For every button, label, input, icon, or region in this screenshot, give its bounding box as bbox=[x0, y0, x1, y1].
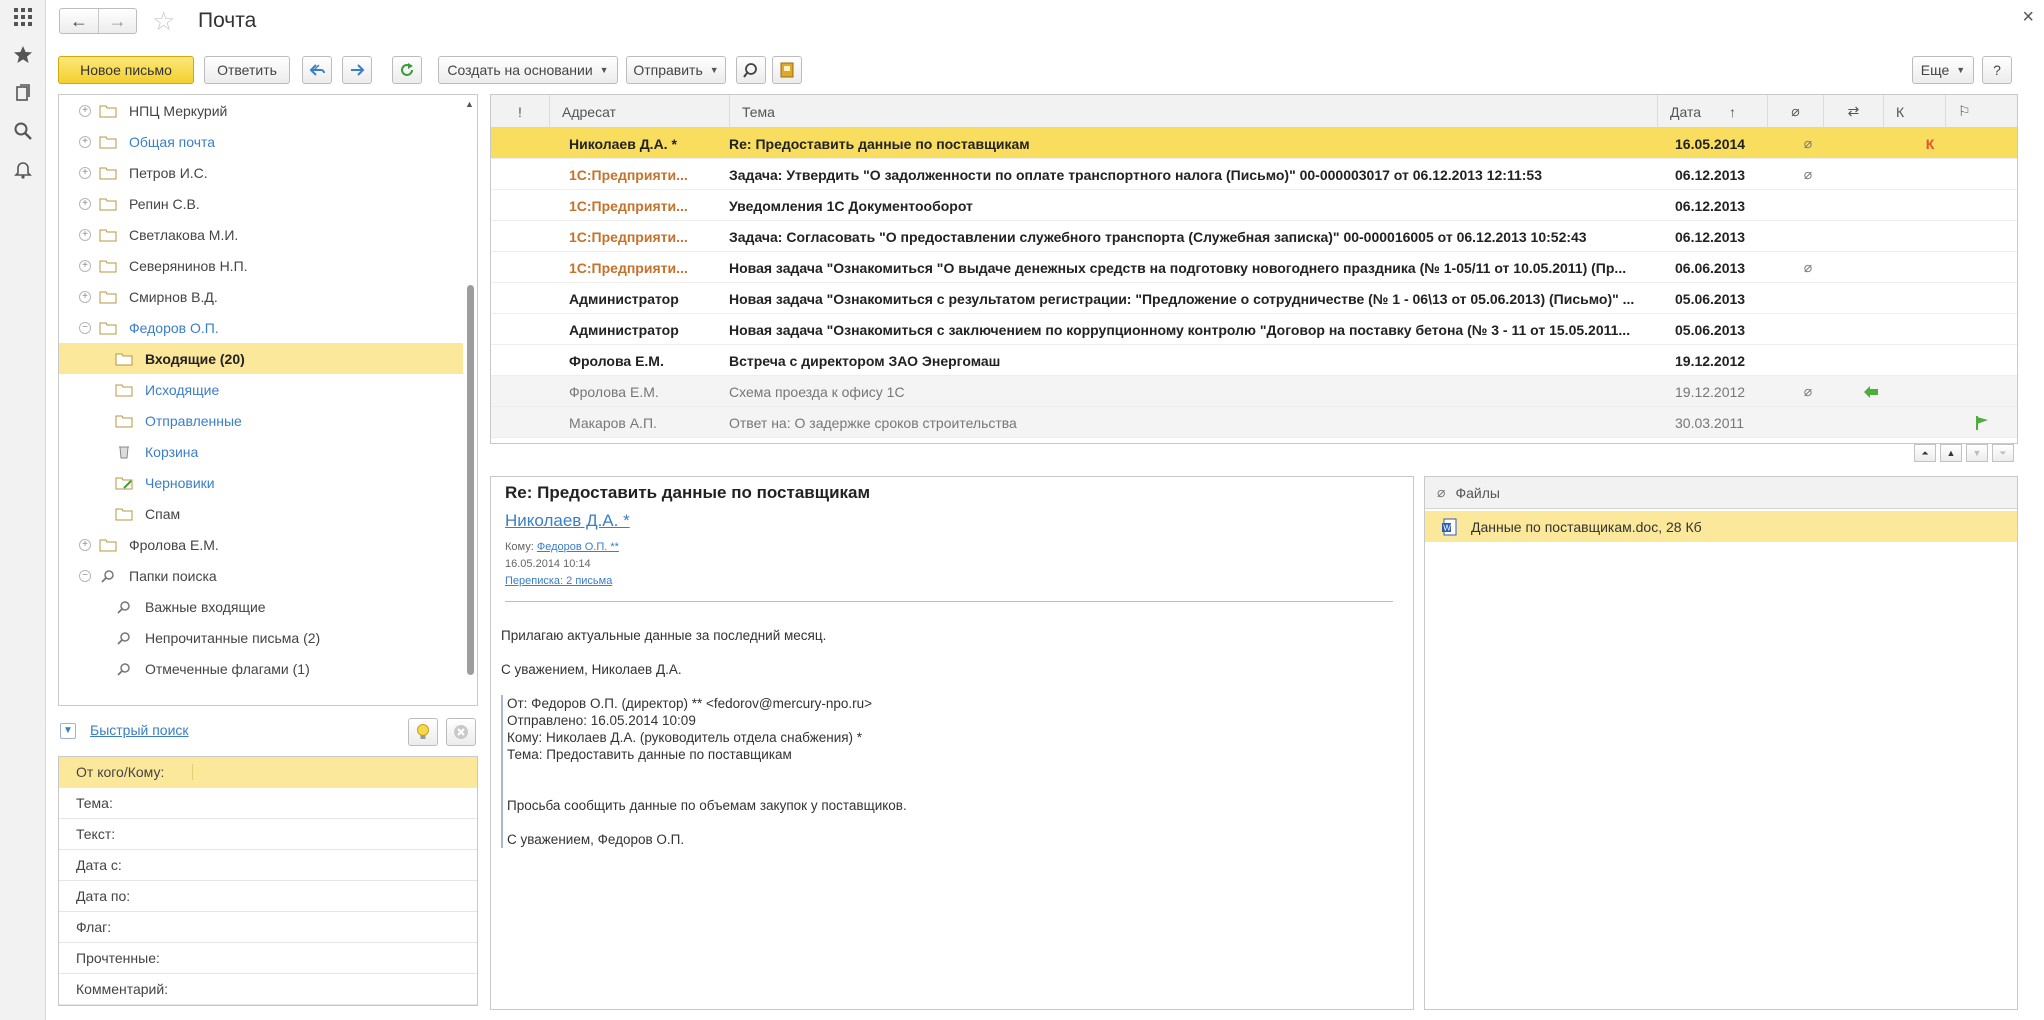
date-column-label: Дата bbox=[1670, 103, 1702, 120]
tree-item[interactable] bbox=[59, 498, 463, 529]
paperclip-icon: ⌀ bbox=[1437, 484, 1446, 500]
quick-search-link[interactable]: Быстрый поиск bbox=[90, 722, 189, 738]
quote-sign: С уважением, Федоров О.П. bbox=[507, 832, 685, 847]
address-book-icon[interactable] bbox=[772, 56, 802, 84]
tree-item[interactable] bbox=[59, 560, 463, 591]
mail-date: 16.05.2014 bbox=[1675, 135, 1746, 152]
search-folder-icon bbox=[115, 631, 133, 645]
notifications-bell-icon[interactable] bbox=[8, 154, 38, 184]
tree-item-label: Непрочитанные письма (2) bbox=[145, 629, 321, 646]
toolbar bbox=[46, 52, 2044, 84]
message-preview bbox=[490, 476, 1414, 1010]
scroll-top-icon[interactable]: ⏶ bbox=[1914, 444, 1936, 462]
flag-icon: ⚐ bbox=[1958, 103, 1971, 119]
expand-icon[interactable]: + bbox=[79, 291, 91, 303]
folder-icon bbox=[99, 135, 117, 149]
message-body bbox=[501, 627, 1381, 848]
mail-row[interactable] bbox=[491, 128, 2018, 159]
favorites-star-icon[interactable] bbox=[8, 40, 38, 70]
attachments-title: Файлы bbox=[1455, 484, 1500, 501]
quote-from: От: Федоров О.П. (директор) ** <fedorov@mercury-npo.ru> bbox=[507, 696, 873, 711]
send-dropdown[interactable] bbox=[626, 56, 726, 84]
date-column-header[interactable] bbox=[1657, 95, 1767, 128]
tree-item[interactable] bbox=[59, 529, 463, 560]
preview-sender-link[interactable]: Николаев Д.А. * bbox=[505, 511, 630, 530]
tree-item-label: Федоров О.П. bbox=[129, 319, 219, 336]
scroll-bottom-icon[interactable]: ⏷ bbox=[1992, 444, 2014, 462]
folder-icon bbox=[99, 228, 117, 242]
expand-icon[interactable]: + bbox=[79, 260, 91, 272]
mail-row[interactable] bbox=[491, 159, 2018, 190]
mail-subject: Re: Предоставить данные по поставщикам bbox=[729, 135, 1030, 152]
mail-from: 1С:Предприяти... bbox=[569, 228, 688, 245]
more-dropdown[interactable] bbox=[1912, 56, 1974, 84]
tree-item[interactable] bbox=[59, 95, 463, 126]
mail-row[interactable] bbox=[491, 407, 2018, 438]
mail-row[interactable] bbox=[491, 283, 2018, 314]
mail-subject: Новая задача "Ознакомиться "О выдаче денежных средств на подготовку новогоднего праздника (№ 1-05/11 от 10.05.2011) (Пр... bbox=[729, 259, 1627, 276]
expand-icon[interactable]: + bbox=[79, 229, 91, 241]
tree-item[interactable] bbox=[59, 591, 463, 622]
tree-item-label: Входящие (20) bbox=[145, 350, 245, 367]
mail-list-header bbox=[491, 95, 2018, 128]
scroll-thumb[interactable] bbox=[467, 285, 474, 675]
back-arrow-icon[interactable]: ← bbox=[70, 10, 88, 31]
tree-item-label: Петров И.С. bbox=[129, 164, 208, 181]
mail-date: 06.12.2013 bbox=[1675, 228, 1746, 245]
mail-row[interactable] bbox=[491, 376, 2018, 407]
mail-from: Макаров А.П. bbox=[569, 414, 657, 431]
close-icon[interactable]: × bbox=[2022, 6, 2034, 28]
scroll-up-icon[interactable]: ▲ bbox=[1940, 444, 1962, 462]
mail-date: 05.06.2013 bbox=[1675, 321, 1746, 338]
filter-label: Тема: bbox=[76, 795, 113, 811]
system-rail bbox=[0, 0, 46, 1020]
help-button[interactable]: ? bbox=[1982, 56, 2012, 84]
history-icon[interactable] bbox=[8, 78, 38, 108]
paperclip-icon: ⌀ bbox=[1803, 383, 1813, 399]
forwarded-column-header[interactable] bbox=[1823, 95, 1883, 128]
mail-from: Администратор bbox=[569, 290, 679, 307]
mail-subject: Схема проезда к офису 1С bbox=[729, 383, 905, 400]
tree-item[interactable] bbox=[59, 436, 463, 467]
search-icon[interactable] bbox=[8, 116, 38, 146]
mail-row[interactable] bbox=[491, 221, 2018, 252]
quick-search-fields bbox=[58, 756, 478, 1006]
mail-row[interactable] bbox=[491, 314, 2018, 345]
tree-item-label: Отмеченные флагами (1) bbox=[145, 660, 310, 677]
drafts-folder-icon bbox=[115, 476, 133, 490]
expand-icon[interactable]: + bbox=[79, 539, 91, 551]
tree-item-label: Папки поиска bbox=[129, 567, 217, 584]
search-folder-icon bbox=[99, 569, 117, 583]
paperclip-icon: ⌀ bbox=[1791, 103, 1800, 119]
folder-icon bbox=[99, 197, 117, 211]
tree-item[interactable] bbox=[59, 188, 463, 219]
filter-label: Дата по: bbox=[76, 888, 131, 904]
sort-ascending-icon: ↑ bbox=[1729, 103, 1737, 120]
forward-arrow-icon[interactable]: → bbox=[98, 9, 136, 33]
mail-date: 05.06.2013 bbox=[1675, 290, 1746, 307]
create-based-on-dropdown[interactable] bbox=[438, 56, 618, 84]
k-column-header[interactable]: К bbox=[1883, 95, 1945, 128]
tree-item[interactable] bbox=[59, 622, 463, 653]
folder-icon bbox=[115, 414, 133, 428]
mail-subject: Встреча с директором ЗАО Энергомаш bbox=[729, 352, 1001, 369]
filter-label: Комментарий: bbox=[76, 981, 169, 997]
filter-field-read[interactable] bbox=[59, 943, 477, 974]
folder-icon bbox=[115, 507, 133, 521]
clear-filter-icon[interactable] bbox=[446, 718, 476, 746]
expand-icon[interactable]: + bbox=[79, 105, 91, 117]
mail-subject: Новая задача "Ознакомиться с заключением по коррупционному контролю "Договор на поставку бетона (№ 3 - 11 от 15.05.2011... bbox=[729, 321, 1631, 338]
filter-field-comment[interactable] bbox=[59, 974, 477, 1005]
folder-icon bbox=[115, 383, 133, 397]
mail-from: 1С:Предприяти... bbox=[569, 166, 688, 183]
folder-tree bbox=[58, 94, 478, 706]
filter-field-text[interactable] bbox=[59, 819, 477, 850]
tree-item-inbox[interactable] bbox=[59, 343, 463, 374]
quoted-message bbox=[501, 695, 1381, 848]
tree-item[interactable] bbox=[59, 374, 463, 405]
svg-text:W: W bbox=[1443, 523, 1451, 532]
flag-column-header[interactable] bbox=[1945, 95, 2018, 128]
tree-item-label: Общая почта bbox=[129, 133, 216, 150]
to-label: Кому: bbox=[505, 541, 534, 553]
navigation-buttons bbox=[59, 8, 137, 34]
paperclip-icon: ⌀ bbox=[1803, 135, 1813, 151]
filter-label: Флаг: bbox=[76, 919, 112, 935]
paperclip-icon: ⌀ bbox=[1803, 166, 1813, 182]
attachments-panel bbox=[1424, 476, 2018, 1010]
paperclip-icon: ⌀ bbox=[1803, 259, 1813, 275]
more-label: Еще bbox=[1920, 62, 1950, 78]
tree-item[interactable] bbox=[59, 126, 463, 157]
tree-item[interactable] bbox=[59, 250, 463, 281]
quote-subject: Тема: Предоставить данные по поставщикам bbox=[507, 747, 792, 762]
folder-icon bbox=[99, 290, 117, 304]
word-document-icon bbox=[1441, 518, 1459, 536]
folder-icon bbox=[115, 352, 133, 366]
trash-icon bbox=[115, 445, 133, 459]
refresh-icon[interactable] bbox=[392, 56, 422, 84]
mail-date: 19.12.2012 bbox=[1675, 383, 1746, 400]
collapse-toggle-icon[interactable]: ▼ bbox=[60, 723, 76, 739]
chevron-down-icon: ▼ bbox=[709, 65, 719, 75]
create-based-on-label: Создать на основании bbox=[447, 62, 593, 78]
tree-item[interactable] bbox=[59, 157, 463, 188]
attachments-header bbox=[1425, 477, 2017, 509]
expand-icon[interactable]: + bbox=[79, 136, 91, 148]
tree-item[interactable] bbox=[59, 467, 463, 498]
importance-column-header[interactable]: ! bbox=[518, 103, 522, 120]
tree-item-label: НПЦ Меркурий bbox=[129, 102, 228, 119]
filter-field-flag[interactable] bbox=[59, 912, 477, 943]
send-label: Отправить bbox=[633, 62, 703, 78]
filter-label: Прочтенные: bbox=[76, 950, 160, 966]
reply-all-icon[interactable] bbox=[302, 56, 332, 84]
scroll-down-icon[interactable]: ▼ bbox=[1966, 444, 1988, 462]
divider bbox=[505, 601, 1393, 602]
mail-subject: Задача: Утвердить "О задолженности по оплате транспортного налога (Письмо)" 00-000003017 от 06.12.2013 12:11:53 bbox=[729, 166, 1542, 183]
folder-icon bbox=[99, 259, 117, 273]
expand-icon[interactable]: + bbox=[79, 167, 91, 179]
preview-datetime: 16.05.2014 10:14 bbox=[505, 558, 591, 570]
forward-mail-icon[interactable] bbox=[342, 56, 372, 84]
attachment-item[interactable] bbox=[1425, 511, 2017, 542]
page-title: Почта bbox=[198, 9, 257, 32]
filter-field-from-to[interactable] bbox=[59, 757, 477, 788]
lightbulb-icon[interactable] bbox=[408, 718, 438, 746]
tree-item[interactable] bbox=[59, 405, 463, 436]
folder-icon bbox=[99, 538, 117, 552]
reply-button[interactable]: Ответить bbox=[204, 56, 290, 84]
attachment-name: Данные по поставщикам.doc, 28 Кб bbox=[1471, 518, 1702, 535]
mail-subject: Новая задача "Ознакомиться с результатом регистрации: "Предложение о сотрудничестве (№ 1 - 06\13 от 05.06.2013) (Письмо)" ... bbox=[729, 290, 1635, 307]
collapse-icon[interactable]: − bbox=[79, 322, 91, 334]
preview-recipient-line bbox=[505, 541, 619, 553]
tree-item[interactable] bbox=[59, 281, 463, 312]
tree-item-label: Репин С.В. bbox=[129, 195, 200, 212]
tree-item[interactable] bbox=[59, 219, 463, 250]
window-header bbox=[46, 0, 2044, 44]
tree-item-label: Корзина bbox=[145, 443, 199, 460]
tree-item-label: Отправленные bbox=[145, 412, 242, 429]
mail-from: 1С:Предприяти... bbox=[569, 259, 688, 276]
preview-subject: Re: Предоставить данные по поставщикам bbox=[505, 483, 871, 502]
thread-link[interactable] bbox=[505, 575, 612, 587]
favorite-star-icon[interactable]: ☆ bbox=[152, 6, 176, 36]
mail-from: Администратор bbox=[569, 321, 679, 338]
tree-item-label: Светлакова М.И. bbox=[129, 226, 239, 243]
mail-date: 06.06.2013 bbox=[1675, 259, 1746, 276]
tree-item-label: Фролова Е.М. bbox=[129, 536, 219, 553]
from-column-header[interactable]: Адресат bbox=[549, 95, 729, 128]
tree-item-label: Северянинов Н.П. bbox=[129, 257, 248, 274]
tree-item-label: Спам bbox=[145, 505, 181, 522]
scroll-up-icon[interactable]: ▲ bbox=[465, 99, 474, 109]
chevron-down-icon: ▼ bbox=[1956, 65, 1966, 75]
tree-item-label: Важные входящие bbox=[145, 598, 266, 615]
forwarded-arrow-icon bbox=[1851, 376, 1891, 407]
filter-label: От кого/Кому: bbox=[76, 764, 193, 780]
folder-icon bbox=[99, 104, 117, 118]
attachment-column-header[interactable] bbox=[1767, 95, 1823, 128]
folder-icon bbox=[99, 166, 117, 180]
folder-icon bbox=[99, 321, 117, 335]
subject-column-header[interactable]: Тема bbox=[729, 95, 1675, 128]
mail-subject: Уведомления 1С Документооборот bbox=[729, 197, 973, 214]
apps-grid-icon[interactable] bbox=[8, 2, 38, 32]
mail-from: Николаев Д.А. * bbox=[569, 135, 677, 152]
mail-row[interactable] bbox=[491, 252, 2018, 283]
filter-field-subject[interactable] bbox=[59, 788, 477, 819]
mail-from: Фролова Е.М. bbox=[569, 352, 664, 369]
mail-from: 1С:Предприяти... bbox=[569, 197, 688, 214]
quote-to: Кому: Николаев Д.А. (руководитель отдела снабжения) * bbox=[507, 730, 863, 745]
tree-item-label: Смирнов В.Д. bbox=[129, 288, 218, 305]
filter-label: Дата с: bbox=[76, 857, 122, 873]
find-icon[interactable] bbox=[736, 56, 766, 84]
green-flag-icon bbox=[1967, 407, 1997, 438]
mail-from: Фролова Е.М. bbox=[569, 383, 659, 400]
quick-search-header bbox=[58, 716, 478, 746]
search-folder-icon bbox=[115, 662, 133, 676]
search-folder-icon bbox=[115, 600, 133, 614]
collapse-icon[interactable]: − bbox=[79, 570, 91, 582]
recipient-link[interactable]: Федоров О.П. ** bbox=[536, 541, 619, 553]
body-line: С уважением, Николаев Д.А. bbox=[501, 662, 682, 677]
tree-scrollbar[interactable] bbox=[465, 99, 475, 699]
tree-item-label: Исходящие bbox=[145, 381, 220, 398]
quote-sent: Отправлено: 16.05.2014 10:09 bbox=[507, 713, 696, 728]
body-line: Прилагаю актуальные данные за последний месяц. bbox=[501, 628, 827, 643]
mail-date: 30.03.2011 bbox=[1675, 414, 1745, 431]
thread-link-label: Переписка: 2 письма bbox=[505, 575, 613, 587]
chevron-down-icon: ▼ bbox=[599, 65, 609, 75]
mail-list bbox=[490, 94, 2018, 444]
list-scroll-buttons bbox=[1914, 444, 2014, 462]
tree-item-label: Черновики bbox=[145, 474, 215, 491]
tree-item[interactable] bbox=[59, 653, 463, 684]
mail-k-mark: К bbox=[1925, 135, 1935, 152]
mail-row[interactable] bbox=[491, 190, 2018, 221]
mail-date: 19.12.2012 bbox=[1675, 352, 1746, 369]
forward-icon: ⇄ bbox=[1847, 103, 1860, 119]
filter-field-date-to[interactable] bbox=[59, 881, 477, 912]
mail-subject: Задача: Согласовать "О предоставлении служебного транспорта (Служебная записка)" 00-000016005 от 06.12.2013 10:52:43 bbox=[729, 228, 1587, 245]
tree-item[interactable] bbox=[59, 312, 463, 343]
quote-body: Просьба сообщить данные по объемам закупок у поставщиков. bbox=[507, 798, 907, 813]
mail-subject: Ответ на: О задержке сроков строительства bbox=[729, 414, 1017, 431]
new-letter-button[interactable]: Новое письмо bbox=[58, 56, 194, 84]
filter-label: Текст: bbox=[76, 826, 116, 842]
mail-date: 06.12.2013 bbox=[1675, 166, 1746, 183]
expand-icon[interactable]: + bbox=[79, 198, 91, 210]
filter-field-date-from[interactable] bbox=[59, 850, 477, 881]
mail-row[interactable] bbox=[491, 345, 2018, 376]
mail-date: 06.12.2013 bbox=[1675, 197, 1746, 214]
